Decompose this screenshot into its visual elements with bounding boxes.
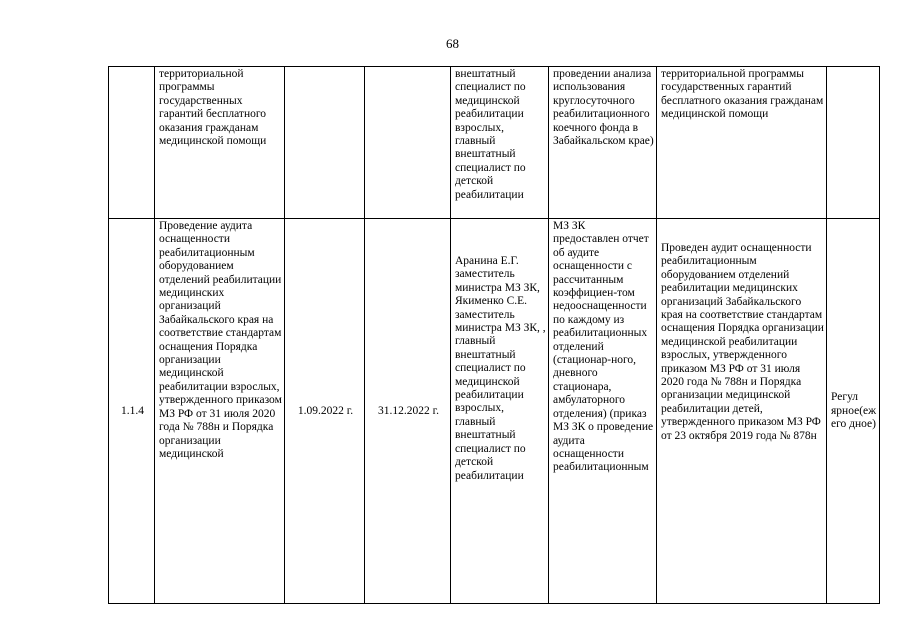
cell-result: Проведен аудит оснащенности реабилитационным оборудованием отделений реабилитации медицинских организаций Забайкальского края на соответствие стандартам оснащения Порядка организации медицинской реабилитации взрослых, утвержденного приказом МЗ РФ от 31 июля 2020 года № 788н и Порядка организации медицинской реабилитации детей, утвержденного приказом МЗ РФ от 23 октября 2019 года № 878н xyxy=(657,219,827,604)
cell-start-date: 1.09.2022 г. xyxy=(285,219,365,604)
cell-end-date xyxy=(365,67,451,219)
table-row xyxy=(109,219,880,604)
cell-period xyxy=(827,67,880,219)
table-row xyxy=(109,67,880,219)
cell-report: проведении анализа использования круглосуточного реабилитационного коечного фонда в Забайкальском крае) xyxy=(549,67,657,219)
cell-result: территориальной программы государственных гарантий бесплатного оказания гражданам медицинской помощи xyxy=(657,67,827,219)
measures-table xyxy=(108,66,880,604)
cell-responsible: Аранина Е.Г. заместитель министра МЗ ЗК, Якименко С.Е. заместитель министра МЗ ЗК, , главный внештатный специалист по медицинской реабилитации взрослых, главный внештатный специалист по детской реабилитации xyxy=(451,219,549,604)
cell-period: Регул ярное(ежего дное) xyxy=(827,219,880,604)
cell-end-date: 31.12.2022 г. xyxy=(365,219,451,604)
page-number: 68 xyxy=(446,36,459,51)
cell-report: МЗ ЗК предоставлен отчет об аудите оснащенности с рассчитанным коэффициен-том недооснащенности по каждому из реабилитационных отделений (стационар-ного, дневного стационара, амбулаторного отделения) (приказ МЗ ЗК о проведение аудита оснащенности реабилитационным xyxy=(549,219,657,604)
cell-event: Проведение аудита оснащенности реабилитационным оборудованием отделений реабилитации медицинских организаций Забайкальского края на соответствие стандартам оснащения Порядка организации медицинской реабилитации взрослых, утвержденного приказом МЗ РФ от 31 июля 2020 года № 788н и Порядка организации медицинской xyxy=(155,219,285,604)
cell-responsible: внештатный специалист по медицинской реабилитации взрослых, главный внештатный специалист по детской реабилитации xyxy=(451,67,549,219)
cell-number xyxy=(109,67,155,219)
cell-event: территориальной программы государственных гарантий бесплатного оказания гражданам медицинской помощи xyxy=(155,67,285,219)
cell-number: 1.1.4 xyxy=(109,219,155,604)
cell-start-date xyxy=(285,67,365,219)
